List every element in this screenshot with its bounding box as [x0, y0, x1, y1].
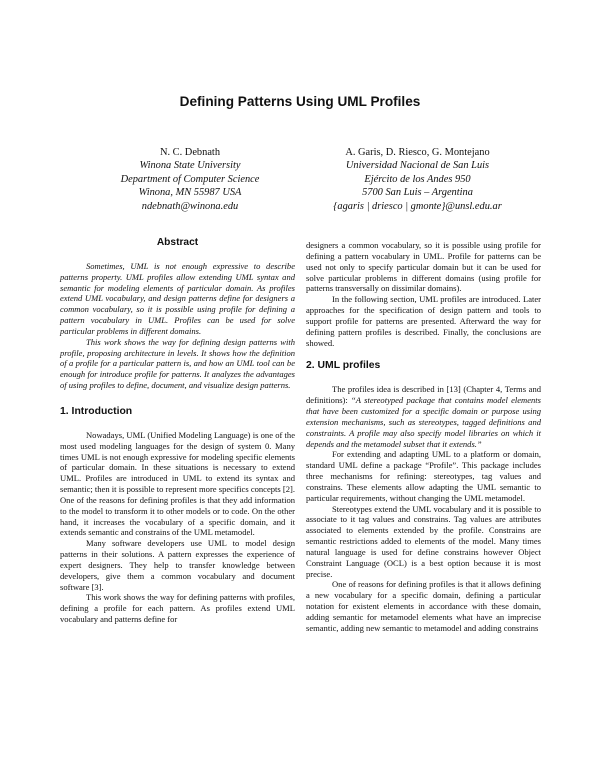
author-email: ndebnath@winona.edu: [141, 200, 239, 212]
paper-title: Defining Patterns Using UML Profiles: [179, 94, 421, 109]
body-paragraph: designers a common vocabulary, so it is possible using profile for defining a pattern vocabulary in UML. Profile for patterns can be used not only to specify particular domain but it can be used for solve particular problems in different domains (using profile for patterns transversally on dissimilar domains).: [306, 240, 541, 294]
author-name: A. Garis, D. Riesco, G. Montejano: [345, 147, 490, 158]
definition-quote: “A stereotyped package that contains model elements that have been customized for a specific domain or purpose using extension mechanisms, such as stereotypes, tagged definitions and constraints. A profile may also specify model libraries on which it depends and the metamodel subset that it extends.”: [306, 395, 541, 449]
author-address: Winona, MN 55987 USA: [138, 187, 242, 199]
author-block-1: [80, 146, 300, 213]
body-paragraph: One of reasons for defining profiles is that it allows defining a new vocabulary for a specific domain, defining a particular notation for existent elements in accordance with these domain, adding semantic for metamodel elements what have an imprecise semantic, adding new semantic to metamodel and adding constrains: [306, 579, 541, 633]
abstract-paragraph: Sometimes, UML is not enough expressive to describe patterns property. UML profiles allow extending UML syntax and semantic for modeling elements of particular domain. As profiles extend UML vocabulary, and design patterns define for designers a common vocabulary, so it is possible using profile for defining a pattern vocabulary in UML. Profiles can be used for solve particular problems in different domains.: [60, 260, 295, 336]
body-paragraph: Nowadays, UML (Unified Modeling Language) is one of the most used modeling languages for the design of system 0. Many times UML is not enough expressive for modeling specific elements of particular domain. In these situations is necessary to extend UML. Profiles are introduced in UML to extend its syntax and semantic; then it is possible to represent more specifics concepts [2]. One of the reasons for defining profiles is that they add information to the model to transform it to other models or to code. On the other hand, it increases the vocabulary of a specific domain, and it extends semantic and constrains of the UML metamodel.: [60, 429, 295, 538]
abstract-paragraph: This work shows the way for defining design patterns with profile, proposing architecture in levels. It shows how the definition of a profile for a particular pattern is, and how an UML tool can be enough for introduce profile for patterns. It analyzes the advantages of using profiles to define, document, and visualize design patterns.: [60, 336, 295, 391]
abstract-heading: Abstract: [156, 237, 199, 248]
section-heading-introduction: 1. Introduction: [60, 405, 133, 417]
right-column: [306, 240, 541, 634]
left-column: [60, 238, 295, 625]
body-paragraph: Stereotypes extend the UML vocabulary and it is possible to associate to it tag values and constrains. Tag values are attributes associated to elements extended by the profile. Constrains are semantic restrictions added to elements of the model. Many times natural language is used for define constrains however Object Constraint Language (OCL) is a best option because it is most precise.: [306, 503, 541, 579]
author-department: Department of Computer Science: [120, 173, 260, 185]
author-affiliation: Winona State University: [139, 160, 241, 172]
author-affiliation: Universidad Nacional de San Luis: [345, 160, 490, 172]
body-paragraph: Many software developers use UML to model design patterns in their solutions. A pattern expresses the experience of expert designers. They help to transfer knowledge between developers, give them a common vocabulary and document software [3].: [60, 538, 295, 592]
section-heading-uml-profiles: 2. UML profiles: [306, 360, 381, 372]
author-city: 5700 San Luis – Argentina: [362, 187, 473, 199]
author-address: Ejército de los Andes 950: [364, 173, 471, 185]
body-paragraph: [306, 384, 541, 449]
author-block-2: [300, 146, 535, 213]
body-paragraph: For extending and adapting UML to a platform or domain, standard UML define a package “Profile”. This package includes three mechanisms for refining: stereotypes, tag values and constrains. These elements allow adapting the UML semantic to particular requirements, without changing the UML metamodel.: [306, 449, 541, 503]
body-paragraph: This work shows the way for defining patterns with profiles, defining a profile for each pattern. As profiles extend UML vocabulary and patterns define for: [60, 592, 295, 625]
body-paragraph: In the following section, UML profiles are introduced. Later approaches for the specification of design pattern and tools to support profile for patterns are presented. Afterward the way for defining pattern profiles is described. Finally, the conclusions are showed.: [306, 294, 541, 348]
author-email: {agaris | driesco | gmonte}@unsl.edu.ar: [333, 200, 502, 212]
body-text: The profiles idea is described in [13] (Chapter 4, Terms and definitions):: [306, 384, 541, 406]
author-name: N. C. Debnath: [159, 147, 221, 158]
abstract-body: [60, 261, 295, 391]
